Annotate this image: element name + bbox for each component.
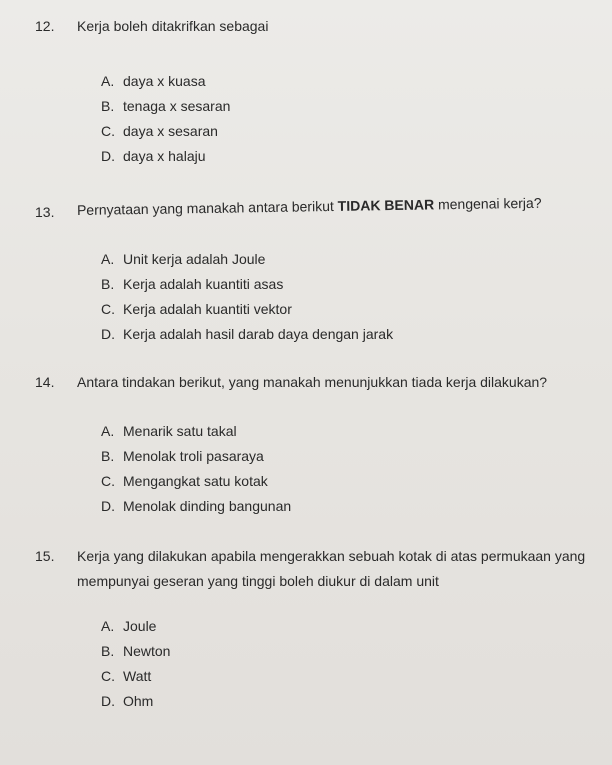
option-text: tenaga x sesaran: [123, 98, 231, 114]
option-a: [101, 617, 156, 635]
option-text: Joule: [123, 618, 157, 634]
option-letter: B.: [101, 643, 115, 659]
option-b: [101, 275, 283, 293]
option-letter: D.: [101, 326, 115, 342]
option-text: Menolak dinding bangunan: [123, 498, 292, 514]
option-d: [101, 147, 206, 165]
option-text: Ohm: [123, 693, 154, 709]
option-text: Menolak troli pasaraya: [123, 448, 264, 464]
question-number: 12.: [35, 18, 55, 34]
question-text-line-2: mempunyai geseran yang tinggi boleh diukur di dalam unit: [77, 573, 439, 589]
option-letter: C.: [101, 301, 115, 317]
option-text: Kerja adalah kuantiti vektor: [123, 301, 292, 317]
option-letter: A.: [101, 251, 115, 267]
question-number: 15.: [35, 548, 55, 564]
option-c: [101, 300, 292, 318]
question-text: Kerja boleh ditakrifkan sebagai: [77, 18, 269, 34]
question-text: [77, 194, 542, 219]
option-c: [101, 472, 268, 490]
option-d: [101, 325, 393, 343]
option-letter: B.: [101, 276, 115, 292]
option-letter: D.: [101, 498, 115, 514]
option-letter: B.: [101, 448, 115, 464]
option-text: daya x kuasa: [123, 73, 206, 89]
option-text: Kerja adalah hasil darab daya dengan jarak: [123, 326, 394, 342]
option-a: [101, 250, 265, 268]
option-letter: B.: [101, 98, 115, 114]
question-text-part: Pernyataan yang manakah antara berikut: [76, 197, 338, 218]
option-c: [101, 667, 151, 685]
option-letter: A.: [101, 618, 115, 634]
question-text: Antara tindakan berikut, yang manakah menunjukkan tiada kerja dilakukan?: [77, 374, 548, 390]
option-b: [101, 447, 264, 465]
option-text: daya x sesaran: [123, 123, 218, 139]
option-a: [101, 422, 237, 440]
option-d: [101, 692, 153, 710]
question-text-part: mengenai kerja?: [434, 194, 542, 213]
question-text-emphasis: TIDAK BENAR: [337, 196, 435, 214]
option-letter: C.: [101, 668, 115, 684]
option-letter: C.: [101, 473, 115, 489]
question-number: 14.: [35, 374, 55, 390]
question-text-line-1: Kerja yang dilakukan apabila mengerakkan sebuah kotak di atas permukaan yang: [77, 548, 586, 564]
question-number: 13.: [35, 204, 55, 220]
option-c: [101, 122, 218, 140]
option-b: [101, 642, 170, 660]
option-b: [101, 97, 230, 115]
option-letter: A.: [101, 73, 115, 89]
option-text: Kerja adalah kuantiti asas: [123, 276, 284, 292]
option-text: Newton: [123, 643, 171, 659]
option-text: Mengangkat satu kotak: [123, 473, 268, 489]
option-text: Unit kerja adalah Joule: [123, 251, 266, 267]
option-letter: C.: [101, 123, 115, 139]
option-letter: D.: [101, 693, 115, 709]
option-d: [101, 497, 291, 515]
option-text: Menarik satu takal: [123, 423, 237, 439]
option-a: [101, 72, 206, 90]
option-letter: A.: [101, 423, 115, 439]
option-text: daya x halaju: [123, 148, 206, 164]
option-text: Watt: [123, 668, 152, 684]
option-letter: D.: [101, 148, 115, 164]
